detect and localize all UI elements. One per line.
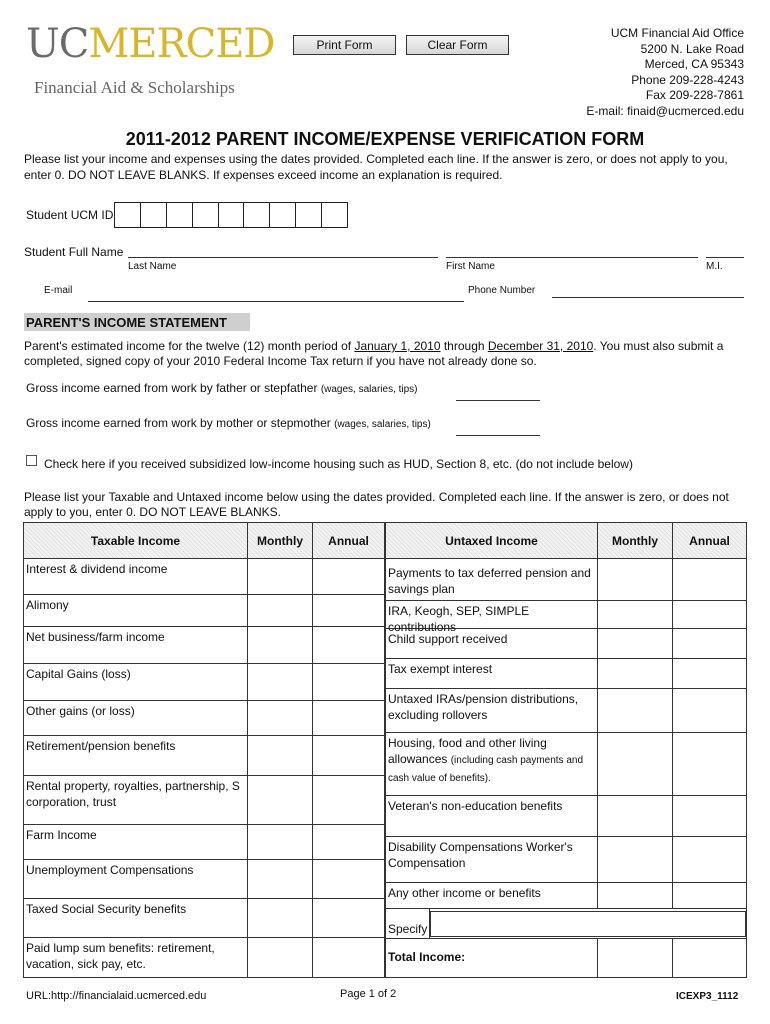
housing-note: (including cash payments and cash value of benefits).	[388, 755, 584, 784]
untaxed-annual-input[interactable]	[673, 939, 746, 977]
taxable-annual-header: Annual	[313, 523, 384, 559]
mother-income-note: (wages, salaries, tips)	[334, 419, 431, 430]
untaxed-row-label: Child support received	[386, 629, 598, 659]
taxable-income-header: Taxable Income	[24, 523, 248, 559]
period-text-a: Parent's estimated income for the twelve (12) month period of	[24, 339, 355, 353]
taxable-annual-input[interactable]	[313, 627, 384, 664]
office-address	[586, 26, 744, 120]
mi-field[interactable]	[706, 257, 744, 258]
taxable-monthly-input[interactable]	[248, 664, 313, 701]
office-phone: Phone 209-228-4243	[631, 72, 744, 87]
taxable-row-label: Net business/farm income	[24, 627, 248, 664]
student-id-label: Student UCM ID	[26, 208, 114, 222]
untaxed-row-label: Specify	[386, 909, 430, 939]
untaxed-row-label: Veteran's non-education benefits	[386, 796, 598, 837]
father-income-text: Gross income earned from work by father or stepfather	[26, 381, 318, 395]
phone-label: Phone Number	[468, 285, 536, 296]
untaxed-row-label: Total Income:	[386, 939, 598, 977]
id-digit-box[interactable]	[295, 203, 321, 227]
taxable-row-label: Retirement/pension benefits	[24, 736, 248, 776]
email-label: E-mail	[44, 285, 73, 296]
taxable-monthly-input[interactable]	[248, 899, 313, 938]
father-income-label	[26, 380, 418, 398]
list-instructions-2: apply to you, enter 0. DO NOT LEAVE BLANKS.	[24, 505, 282, 519]
office-street: 5200 N. Lake Road	[640, 41, 744, 56]
parent-income-header: PARENT'S INCOME STATEMENT	[24, 313, 250, 331]
logo-merced: MERCED	[88, 21, 275, 67]
taxable-monthly-header: Monthly	[248, 523, 313, 559]
taxable-annual-input[interactable]	[313, 776, 384, 825]
father-income-note: (wages, salaries, tips)	[320, 384, 418, 395]
taxable-row-label: Farm Income	[24, 825, 248, 860]
untaxed-row-label: IRA, Keogh, SEP, SIMPLE contributions	[386, 601, 598, 629]
specify-row-border	[430, 909, 746, 939]
untaxed-monthly-input[interactable]	[598, 689, 673, 733]
untaxed-row-label: Tax exempt interest	[386, 659, 598, 689]
office-fax: Fax 209-228-7861	[645, 88, 744, 103]
period-text-c: . You must also submit a	[593, 339, 724, 353]
housing-row-title: Housing, food and other living	[388, 736, 547, 750]
untaxed-monthly-input[interactable]	[598, 939, 673, 977]
period-date-from: January 1, 2010	[354, 339, 441, 353]
office-name: UCM Financial Aid Office	[610, 26, 744, 40]
untaxed-monthly-input[interactable]	[598, 629, 673, 659]
taxable-monthly-input[interactable]	[248, 701, 313, 736]
uc-merced-logo	[26, 21, 275, 67]
untaxed-monthly-input[interactable]	[598, 837, 673, 883]
untaxed-row-label: Payments to tax deferred pension and savings plan	[386, 559, 598, 601]
taxable-row-label: Capital Gains (loss)	[24, 664, 248, 701]
untaxed-row-label: Any other income or benefits	[386, 883, 598, 909]
id-digit-box[interactable]	[269, 203, 295, 227]
income-period-line-2: completed, signed copy of your 2010 Federal Income Tax return if you have not already done so.	[24, 354, 537, 368]
last-name-field[interactable]	[128, 257, 438, 258]
untaxed-annual-input[interactable]	[673, 559, 746, 601]
untaxed-annual-input[interactable]	[673, 601, 746, 629]
list-instructions-1: Please list your Taxable and Untaxed income below using the dates provided. Completed each line. If the answer is zero, or does not	[24, 490, 729, 504]
taxable-annual-input[interactable]	[313, 736, 384, 776]
untaxed-annual-input[interactable]	[673, 659, 746, 689]
untaxed-income-table	[385, 522, 747, 978]
first-name-caption: First Name	[446, 261, 495, 272]
untaxed-row-label: Disability Compensations Worker's Compensation	[386, 837, 598, 883]
taxable-row-label: Unemployment Compensations	[24, 860, 248, 899]
untaxed-annual-input[interactable]	[673, 629, 746, 659]
id-digit-box[interactable]	[166, 203, 192, 227]
housing-allowances: allowances	[388, 752, 448, 766]
housing-row-sub	[388, 751, 595, 787]
untaxed-annual-input[interactable]	[673, 837, 746, 883]
id-digit-box[interactable]	[192, 203, 218, 227]
untaxed-row-label	[386, 733, 598, 796]
id-digit-box[interactable]	[243, 203, 269, 227]
taxable-row-label: Paid lump sum benefits: retirement, vacation, sick pay, etc.	[24, 938, 248, 977]
id-digit-box[interactable]	[218, 203, 244, 227]
footer-url: URL:http://financialaid.ucmerced.edu	[26, 990, 207, 1002]
student-id-boxes[interactable]	[114, 202, 348, 228]
taxable-annual-input[interactable]	[313, 825, 384, 860]
taxable-annual-input[interactable]	[313, 899, 384, 938]
phone-field[interactable]	[552, 297, 744, 298]
taxable-annual-input[interactable]	[313, 938, 384, 977]
id-digit-box[interactable]	[321, 203, 347, 227]
untaxed-monthly-input[interactable]	[598, 601, 673, 629]
income-period-line	[24, 338, 723, 354]
taxable-monthly-input[interactable]	[248, 860, 313, 899]
first-name-field[interactable]	[446, 257, 698, 258]
taxable-annual-input[interactable]	[313, 595, 384, 627]
father-income-field[interactable]	[456, 400, 540, 401]
untaxed-monthly-input[interactable]	[598, 733, 673, 796]
clear-form-button[interactable]: Clear Form	[406, 35, 509, 55]
footer-page: Page 1 of 2	[340, 988, 397, 1000]
form-title: 2011-2012 PARENT INCOME/EXPENSE VERIFICATION FORM	[125, 129, 645, 149]
housing-check-label: Check here if you received subsidized low-income housing such as HUD, Section 8, etc. (do not include below)	[44, 457, 633, 471]
untaxed-monthly-header: Monthly	[598, 523, 673, 559]
taxable-monthly-input[interactable]	[248, 825, 313, 860]
taxable-annual-input[interactable]	[313, 860, 384, 899]
untaxed-monthly-input[interactable]	[598, 559, 673, 601]
housing-checkbox[interactable]	[26, 455, 37, 466]
id-digit-box[interactable]	[115, 203, 140, 227]
last-name-caption: Last Name	[128, 261, 177, 272]
period-text-b: through	[440, 339, 488, 353]
taxable-monthly-input[interactable]	[248, 938, 313, 977]
intro-line-2: enter 0. DO NOT LEAVE BLANKS. If expenses exceed income an explanation is required.	[24, 168, 503, 182]
taxable-monthly-input[interactable]	[248, 736, 313, 776]
untaxed-row-label: Untaxed IRAs/pension distributions, excluding rollovers	[386, 689, 598, 733]
taxable-annual-input[interactable]	[313, 664, 384, 701]
untaxed-annual-input[interactable]	[673, 689, 746, 733]
untaxed-monthly-input[interactable]	[598, 659, 673, 689]
untaxed-annual-input[interactable]	[673, 733, 746, 796]
id-digit-box[interactable]	[140, 203, 166, 227]
taxable-row-label: Interest & dividend income	[24, 559, 248, 595]
taxable-monthly-input[interactable]	[248, 627, 313, 664]
mother-income-label	[26, 415, 431, 433]
taxable-monthly-input[interactable]	[248, 559, 313, 595]
taxable-monthly-input[interactable]	[248, 595, 313, 627]
office-city: Merced, CA 95343	[644, 57, 744, 72]
untaxed-income-header: Untaxed Income	[386, 523, 598, 559]
footer-code: ICEXP3_1112	[676, 991, 739, 1002]
email-field[interactable]	[88, 301, 464, 302]
student-name-label: Student Full Name	[24, 245, 124, 259]
taxable-monthly-input[interactable]	[248, 776, 313, 825]
intro-line-1: Please list your income and expenses using the dates provided. Completed each line. If the answer is zero, or does not apply to you,	[24, 152, 728, 166]
period-date-to: December 31, 2010	[487, 339, 594, 353]
logo-subtitle: Financial Aid & Scholarships	[34, 78, 235, 97]
taxable-annual-input[interactable]	[313, 701, 384, 736]
taxable-row-label: Taxed Social Security benefits	[24, 899, 248, 938]
taxable-row-label: Alimony	[24, 595, 248, 627]
mother-income-text: Gross income earned from work by mother or stepmother	[26, 416, 331, 430]
untaxed-annual-input[interactable]	[673, 796, 746, 837]
mother-income-field[interactable]	[456, 435, 540, 436]
taxable-annual-input[interactable]	[313, 559, 384, 595]
untaxed-annual-header: Annual	[673, 523, 746, 559]
untaxed-monthly-input[interactable]	[598, 796, 673, 837]
taxable-income-table	[23, 522, 385, 978]
logo-uc: UC	[26, 21, 89, 67]
taxable-row-label: Rental property, royalties, partnership, S corporation, trust	[24, 776, 248, 825]
untaxed-monthly-input[interactable]	[598, 883, 673, 909]
untaxed-annual-input[interactable]	[673, 883, 746, 909]
taxable-row-label: Other gains (or loss)	[24, 701, 248, 736]
mi-caption: M.I.	[706, 261, 723, 272]
office-email: E-mail: finaid@ucmerced.edu	[586, 103, 744, 118]
print-form-button[interactable]: Print Form	[293, 35, 396, 55]
